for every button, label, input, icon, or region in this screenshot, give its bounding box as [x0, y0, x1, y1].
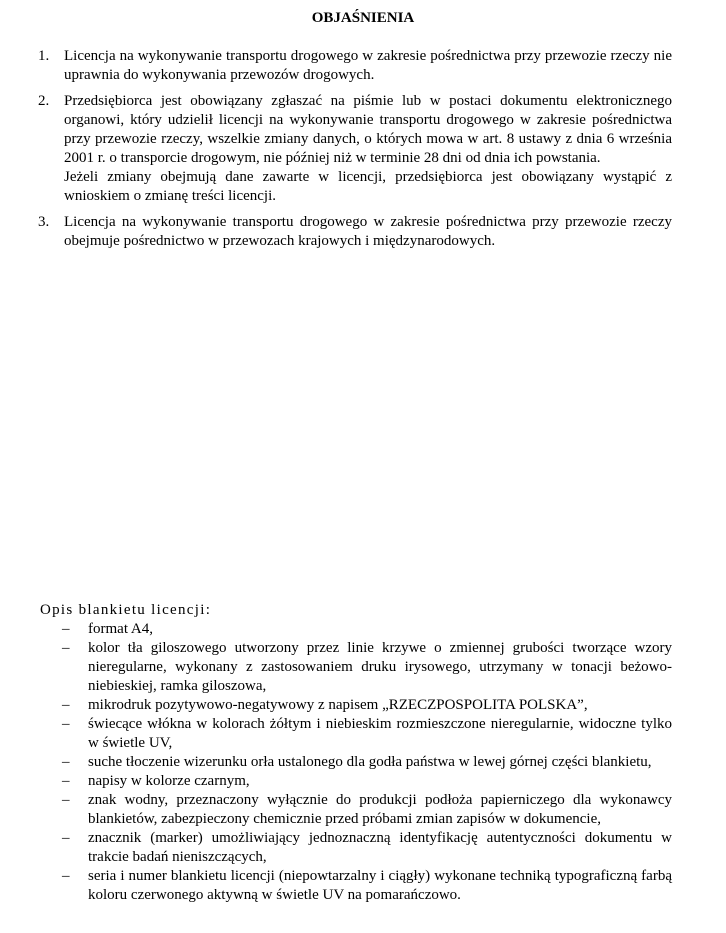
list-item — [40, 639, 672, 696]
list-item — [40, 829, 672, 867]
explanation-number: 2. — [38, 93, 50, 109]
dash-bullet: – — [62, 640, 70, 656]
dash-bullet: – — [62, 792, 70, 808]
list-item-text: znak wodny, przeznaczony wyłącznie do produkcji podłoża papierniczego dla wykonawcy blankietów, zabezpieczony chemicznie przed próbami zmian zapisów w dokumencie, — [88, 792, 672, 827]
explanation-paragraph: Licencja na wykonywanie transportu drogowego w zakresie pośrednictwa przy przewozie rzeczy obejmuje pośrednictwo w przewozach krajowych i międzynarodowych. — [64, 214, 672, 249]
dash-bullet: – — [62, 754, 70, 770]
explanation-paragraph: Przedsiębiorca jest obowiązany zgłaszać na piśmie lub w postaci dokumentu elektronicznego organowi, który udzielił licencji na wykonywanie transportu drogowego w zakresie pośrednictwa przy przewozie rzeczy, wszelkie zmiany danych, o których mowa w art. 8 ustawy z dnia 6 września 2001 r. o transporcie drogowym, nie później niż w terminie 28 dni od dnia ich powstania. — [64, 93, 672, 166]
blank-description — [40, 601, 672, 905]
blank-description-heading: Opis blankietu licencji: — [40, 602, 212, 618]
list-item-text: format A4, — [88, 621, 153, 637]
dash-bullet: – — [62, 697, 70, 713]
list-item-text: seria i numer blankietu licencji (niepowtarzalny i ciągły) wykonane techniką typograficzną farbą koloru czerwonego aktywną w świetle UV na pomarańczowo. — [88, 868, 672, 903]
dash-bullet: – — [62, 868, 70, 884]
explanation-number: 3. — [38, 214, 50, 230]
blank-description-list — [40, 620, 672, 905]
explanation-item-1 — [38, 47, 672, 85]
explanation-paragraph: Jeżeli zmiany obejmują dane zawarte w licencji, przedsiębiorca jest obowiązany wystąpić z wnioskiem o zmianę treści licencji. — [64, 169, 672, 204]
list-item — [40, 715, 672, 753]
explanation-item-2 — [38, 92, 672, 206]
dash-bullet: – — [62, 716, 70, 732]
list-item — [40, 791, 672, 829]
list-item-text: świecące włókna w kolorach żółtym i niebieskim rozmieszczone nieregularnie, widoczne tylko w świetle UV, — [88, 716, 672, 751]
page-title: OBJAŚNIENIA — [311, 10, 415, 26]
list-item — [40, 620, 672, 639]
list-item — [40, 696, 672, 715]
list-item-text: suche tłoczenie wizerunku orła ustalonego dla godła państwa w lewej górnej części blankietu, — [88, 754, 652, 770]
dash-bullet: – — [62, 621, 70, 637]
list-item-text: napisy w kolorze czarnym, — [88, 773, 250, 789]
list-item — [40, 772, 672, 791]
explanation-number: 1. — [38, 48, 50, 64]
list-item — [40, 867, 672, 905]
list-item-text: mikrodruk pozytywowo-negatywowy z napisem „RZECZPOSPOLITA POLSKA”, — [88, 697, 588, 713]
list-item — [40, 753, 672, 772]
explanation-item-3 — [38, 213, 672, 251]
list-item-text: kolor tła giloszowego utworzony przez linie krzywe o zmiennej grubości tworzące wzory nieregularne, wykonany z zastosowaniem druku irysowego, utrzymany w tonacji beżowo-niebieskiej, ramka giloszowa, — [88, 640, 672, 694]
dash-bullet: – — [62, 830, 70, 846]
explanations-list — [38, 47, 672, 258]
dash-bullet: – — [62, 773, 70, 789]
explanation-paragraph: Licencja na wykonywanie transportu drogowego w zakresie pośrednictwa przy przewozie rzeczy nie uprawnia do wykonywania przewozów drogowych. — [64, 48, 672, 83]
list-item-text: znacznik (marker) umożliwiający jednoznaczną identyfikację autentyczności dokumentu w trakcie badań nieniszczących, — [88, 830, 672, 865]
